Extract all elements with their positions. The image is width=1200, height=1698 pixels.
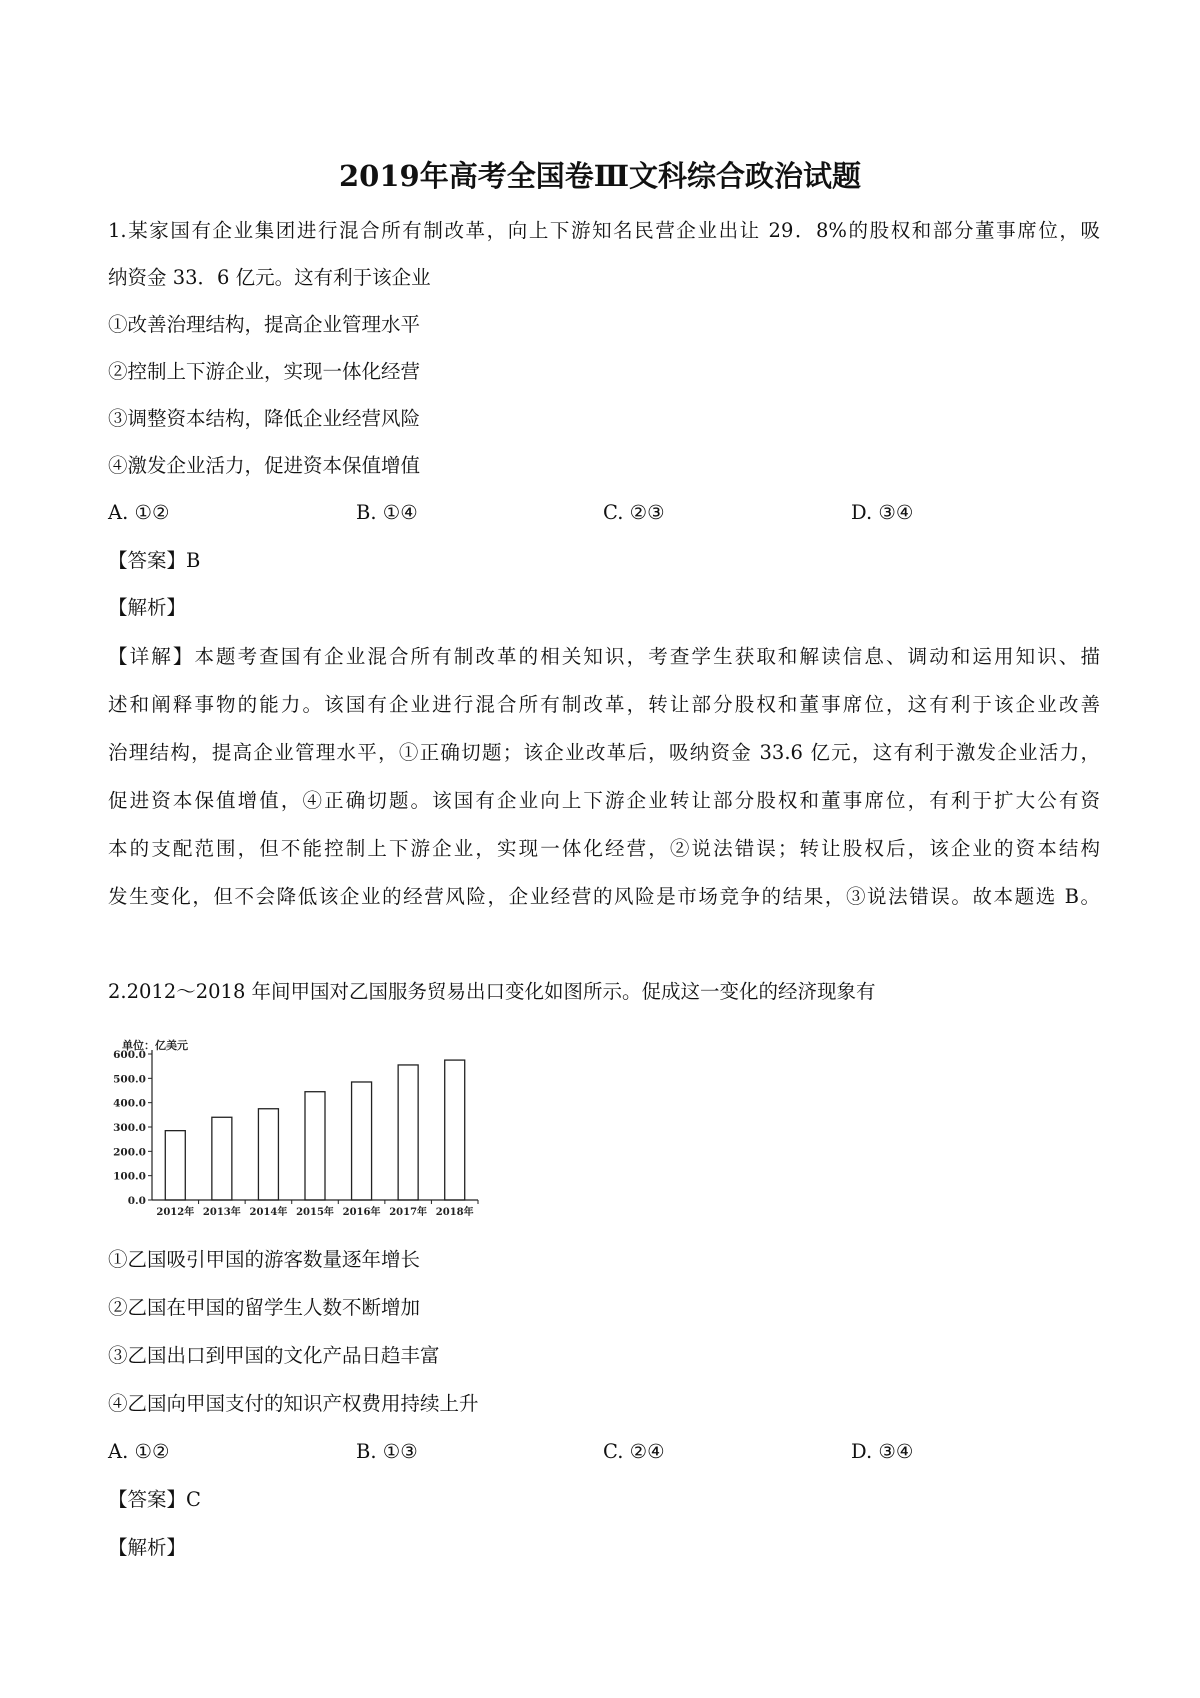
chart-x-tick-label: 2018年 xyxy=(435,1207,474,1218)
q1-option-b: B. ①④ xyxy=(356,501,418,524)
q1-item-2: ②控制上下游企业，实现一体化经营 xyxy=(108,360,421,383)
chart-bar xyxy=(305,1092,325,1200)
q2-item-2: ②乙国在甲国的留学生人数不断增加 xyxy=(108,1296,421,1319)
chart-bar xyxy=(258,1109,278,1200)
q1-answer: 【答案】B xyxy=(108,549,201,572)
q1-detail-line-2: 述和阐释事物的能力。该国有企业进行混合所有制改革，转让部分股权和董事席位，这有利于该企业改善 xyxy=(108,693,1100,716)
chart-bar xyxy=(352,1082,372,1200)
chart-y-tick-label: 500.0 xyxy=(113,1073,146,1086)
chart-bar xyxy=(212,1117,232,1200)
q2-item-3: ③乙国出口到甲国的文化产品日趋丰富 xyxy=(108,1344,440,1367)
q1-stem-line-2: 纳资金 33．6 亿元。这有利于该企业 xyxy=(108,266,431,289)
chart-x-tick-label: 2013年 xyxy=(202,1207,241,1218)
q1-item-3: ③调整资本结构，降低企业经营风险 xyxy=(108,407,421,430)
q1-option-d: D. ③④ xyxy=(851,501,914,524)
chart-x-tick-label: 2014年 xyxy=(249,1207,288,1218)
chart-y-tick-label: 100.0 xyxy=(113,1170,146,1183)
q1-item-1: ①改善治理结构，提高企业管理水平 xyxy=(108,313,421,336)
q1-detail-line-3: 治理结构，提高企业管理水平，①正确切题；该企业改革后，吸纳资金 33.6 亿元，这有利于激发企业活力， xyxy=(108,741,1100,764)
chart-y-axis xyxy=(113,1049,152,1207)
q1-option-c: C. ②③ xyxy=(603,501,665,524)
q2-option-c: C. ②④ xyxy=(603,1440,665,1463)
page-title: 2019年高考全国卷Ⅲ文科综合政治试题 xyxy=(338,159,862,193)
chart-x-tick-label: 2012年 xyxy=(156,1207,195,1218)
q2-item-4: ④乙国向甲国支付的知识产权费用持续上升 xyxy=(108,1392,479,1415)
chart-bar xyxy=(445,1060,465,1200)
chart-svg xyxy=(108,1032,480,1220)
chart-y-tick-label: 0.0 xyxy=(127,1195,146,1207)
chart-x-tick-label: 2017年 xyxy=(389,1207,428,1218)
chart-y-tick-label: 200.0 xyxy=(113,1146,146,1159)
chart-y-tick-label: 300.0 xyxy=(113,1122,146,1134)
q1-item-4: ④激发企业活力，促进资本保值增值 xyxy=(108,454,421,477)
q1-detail-line-6: 发生变化，但不会降低该企业的经营风险，企业经营的风险是市场竞争的结果，③说法错误。故本题选 B。 xyxy=(108,885,1100,908)
q1-detail-line-1: 【详解】本题考查国有企业混合所有制改革的相关知识，考查学生获取和解读信息、调动和运用知识、描 xyxy=(108,645,1100,668)
q2-analysis-label: 【解析】 xyxy=(108,1536,187,1559)
chart-x-axis xyxy=(156,1200,478,1218)
chart-y-tick-label: 600.0 xyxy=(113,1049,146,1061)
q2-stem: 2.2012～2018 年间甲国对乙国服务贸易出口变化如图所示。促成这一变化的经济现象有 xyxy=(108,980,876,1003)
chart-x-tick-label: 2016年 xyxy=(342,1207,381,1218)
chart-bar xyxy=(165,1131,185,1200)
chart-bar xyxy=(398,1065,418,1200)
chart-y-tick-label: 400.0 xyxy=(113,1097,146,1110)
q2-option-d: D. ③④ xyxy=(851,1440,914,1463)
q2-option-a: A. ①② xyxy=(108,1440,170,1463)
chart-x-tick-label: 2015年 xyxy=(296,1207,334,1218)
chart-unit-label: 单位：亿美元 xyxy=(122,1039,188,1052)
q2-answer: 【答案】C xyxy=(108,1488,201,1511)
q1-stem-line-1: 1.某家国有企业集团进行混合所有制改革，向上下游知名民营企业出让 29．8%的股权和部分董事席位，吸 xyxy=(108,219,1100,242)
q1-detail-line-4: 促进资本保值增值，④正确切题。该国有企业向上下游企业转让部分股权和董事席位，有利于扩大公有资 xyxy=(108,789,1100,812)
q2-item-1: ①乙国吸引甲国的游客数量逐年增长 xyxy=(108,1248,421,1271)
q2-option-b: B. ①③ xyxy=(356,1440,418,1463)
chart-bars xyxy=(165,1060,464,1200)
q1-detail-line-5: 本的支配范围，但不能控制上下游企业，实现一体化经营，②说法错误；转让股权后，该企业的资本结构 xyxy=(108,837,1100,860)
services-export-bar-chart xyxy=(108,1032,480,1220)
q1-option-a: A. ①② xyxy=(108,501,170,524)
q1-analysis-label: 【解析】 xyxy=(108,596,187,619)
